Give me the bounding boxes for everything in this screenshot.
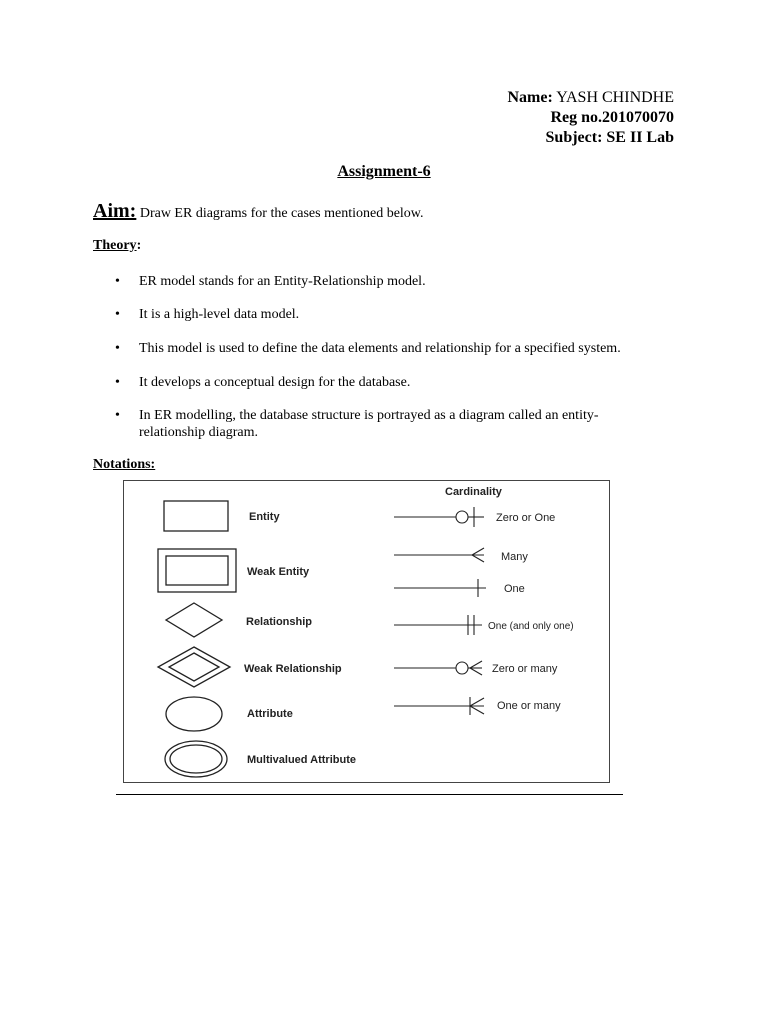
- one-or-many-label: One or many: [497, 700, 561, 712]
- aim-label: Aim:: [93, 200, 137, 222]
- cardinality-heading: Cardinality: [445, 486, 502, 498]
- registration-number: [550, 108, 674, 128]
- entity-label: Entity: [249, 511, 280, 523]
- bullet-dot: •: [115, 375, 120, 390]
- many-notation: [394, 548, 484, 562]
- bullet-dot: •: [115, 341, 120, 356]
- theory-heading: [93, 238, 141, 254]
- aim-text: Draw ER diagrams for the cases mentioned below.: [139, 206, 424, 221]
- assignment-title: Assignment-6: [337, 163, 431, 180]
- one-or-many-notation: [394, 697, 484, 715]
- many-label: Many: [501, 551, 528, 563]
- attribute-symbol: [166, 697, 222, 731]
- bullet-text: In ER modelling, the database structure is portrayed as a diagram called an entity-relationship diagram.: [139, 408, 599, 440]
- attribute-label: Attribute: [247, 708, 293, 720]
- name-value: YASH CHINDHE: [556, 89, 674, 106]
- bullet-dot: •: [115, 307, 120, 322]
- notation-diagram: [124, 481, 609, 782]
- aim-section: [93, 200, 424, 223]
- entity-symbol: [164, 501, 228, 531]
- bullet-text: This model is used to define the data elements and relationship for a specified system.: [139, 341, 621, 356]
- one-label: One: [504, 583, 525, 595]
- relationship-symbol: [166, 603, 222, 637]
- weak-relationship-label: Weak Relationship: [244, 663, 342, 675]
- one-and-only-one-notation: [394, 615, 482, 635]
- bullet-text: ER model stands for an Entity-Relationship model.: [139, 274, 426, 289]
- one-notation: [394, 579, 486, 597]
- relationship-label: Relationship: [246, 616, 313, 628]
- weak-entity-inner-symbol: [166, 556, 228, 585]
- multivalued-attribute-outer-symbol: [165, 741, 227, 777]
- student-name: [508, 88, 675, 108]
- multivalued-attribute-inner-symbol: [170, 745, 222, 773]
- bullet-text: It is a high-level data model.: [139, 307, 300, 322]
- bullet-text: It develops a conceptual design for the database.: [139, 375, 411, 390]
- multivalued-attribute-label: Multivalued Attribute: [247, 754, 356, 766]
- reg-text: Reg no.201070070: [550, 109, 674, 126]
- zero-or-many-label: Zero or many: [492, 663, 558, 675]
- subject: [546, 128, 674, 148]
- weak-entity-label: Weak Entity: [247, 566, 310, 578]
- notations-figure: [123, 480, 610, 783]
- name-label: Name:: [507, 89, 553, 106]
- bullet-dot: •: [115, 274, 120, 289]
- notations-heading: Notations:: [93, 457, 156, 472]
- theory-label: Theory: [93, 238, 137, 253]
- zero-or-one-notation: [394, 507, 484, 527]
- one-and-only-one-label: One (and only one): [488, 621, 574, 632]
- bottom-rule: [116, 794, 623, 795]
- subject-value: SE II Lab: [606, 129, 674, 146]
- zero-or-many-notation: [394, 661, 482, 675]
- theory-colon: :: [136, 238, 142, 253]
- bullet-dot: •: [115, 408, 120, 423]
- zero-or-one-label: Zero or One: [496, 512, 556, 524]
- subject-label: Subject:: [545, 129, 603, 146]
